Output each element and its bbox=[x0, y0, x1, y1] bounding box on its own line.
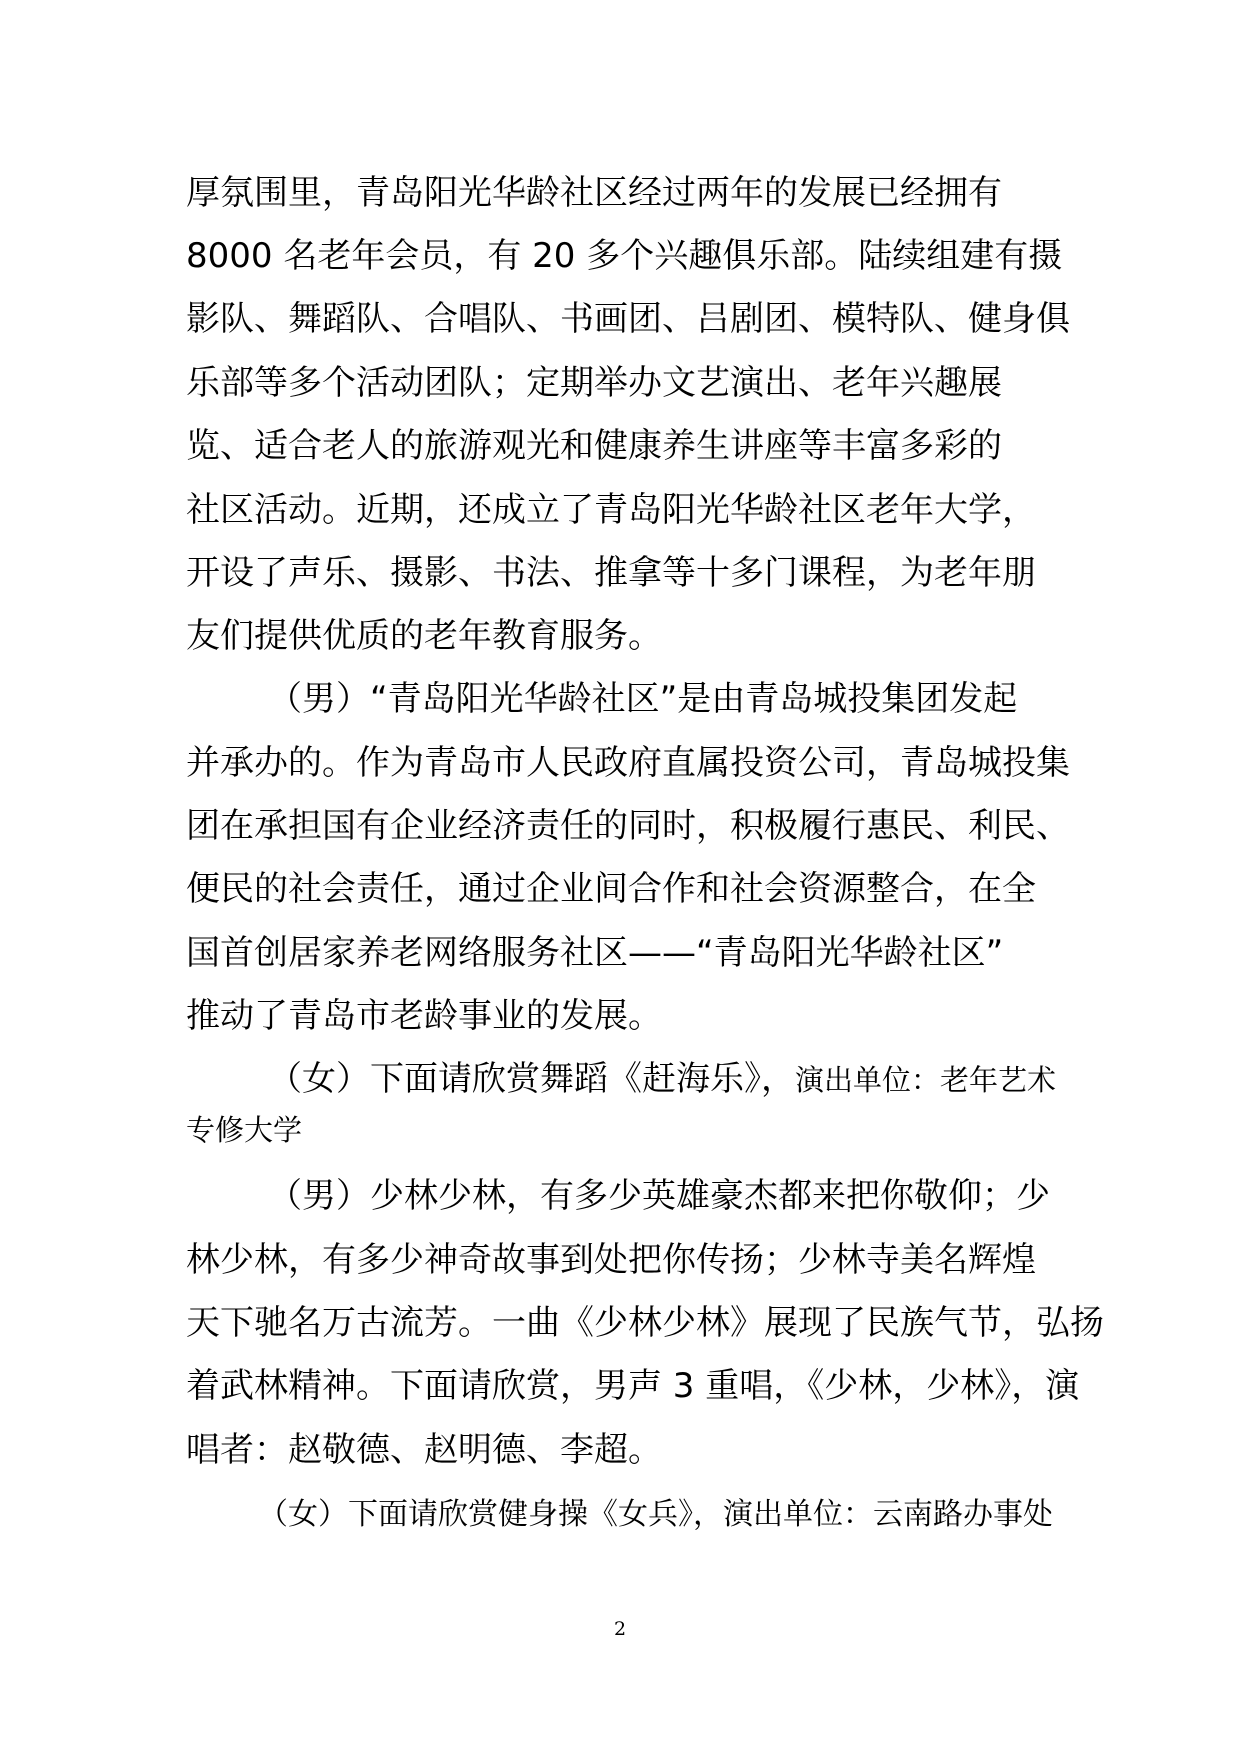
text-line: 并承办的。作为青岛市人民政府直属投资公司，青岛城投集 bbox=[186, 743, 1070, 783]
text-line: 便民的社会责任，通过企业间合作和社会资源整合，在全 bbox=[186, 869, 1036, 909]
text-line: 推动了青岛市老龄事业的发展。 bbox=[186, 996, 662, 1036]
text-line: 团在承担国有企业经济责任的同时，积极履行惠民、利民、 bbox=[186, 806, 1070, 846]
text-line: 影队、舞蹈队、合唱队、书画团、吕剧团、模特队、健身俱 bbox=[186, 299, 1070, 339]
text-line: 唱者：赵敬德、赵明德、李超。 bbox=[186, 1430, 662, 1470]
paragraph-first-line bbox=[268, 1057, 1056, 1101]
text-line: 林少林，有多少神奇故事到处把你传扬；少林寺美名辉煌 bbox=[186, 1240, 1036, 1280]
paragraph-first-line: （男）“青岛阳光华龄社区”是由青岛城投集团发起 bbox=[268, 679, 1018, 719]
paragraph-first-line: （女）下面请欣赏健身操《女兵》，演出单位：云南路办事处 bbox=[258, 1497, 1053, 1532]
text-line: 专修大学 bbox=[186, 1113, 303, 1147]
text-line: 开设了声乐、摄影、书法、推拿等十多门课程，为老年朋 bbox=[186, 553, 1036, 593]
performer-unit-text: 演出单位：老年艺术 bbox=[795, 1063, 1057, 1097]
text-line: 厚氛围里，青岛阳光华龄社区经过两年的发展已经拥有 bbox=[186, 173, 1002, 213]
text-line: 乐部等多个活动团队；定期举办文艺演出、老年兴趣展 bbox=[186, 363, 1002, 403]
text-line: 天下驰名万古流芳。一曲《少林少林》展现了民族气节，弘扬 bbox=[186, 1303, 1104, 1343]
paragraph-first-line: （男）少林少林，有多少英雄豪杰都来把你敬仰；少 bbox=[268, 1176, 1050, 1216]
text-line: 社区活动。近期，还成立了青岛阳光华龄社区老年大学， bbox=[186, 490, 1036, 530]
text-line: 8000 名老年会员，有 20 多个兴趣俱乐部。陆续组建有摄 bbox=[186, 236, 1063, 276]
text-line: 国首创居家养老网络服务社区——“青岛阳光华龄社区” bbox=[186, 933, 1004, 973]
program-intro-text: （女）下面请欣赏舞蹈《赶海乐》， bbox=[268, 1059, 795, 1099]
text-line: 着武林精神。下面请欣赏，男声 3 重唱，《少林，少林》，演 bbox=[186, 1366, 1080, 1406]
page-number: 2 bbox=[613, 1618, 627, 1640]
text-line: 览、适合老人的旅游观光和健康养生讲座等丰富多彩的 bbox=[186, 426, 1002, 466]
text-line: 友们提供优质的老年教育服务。 bbox=[186, 616, 662, 656]
